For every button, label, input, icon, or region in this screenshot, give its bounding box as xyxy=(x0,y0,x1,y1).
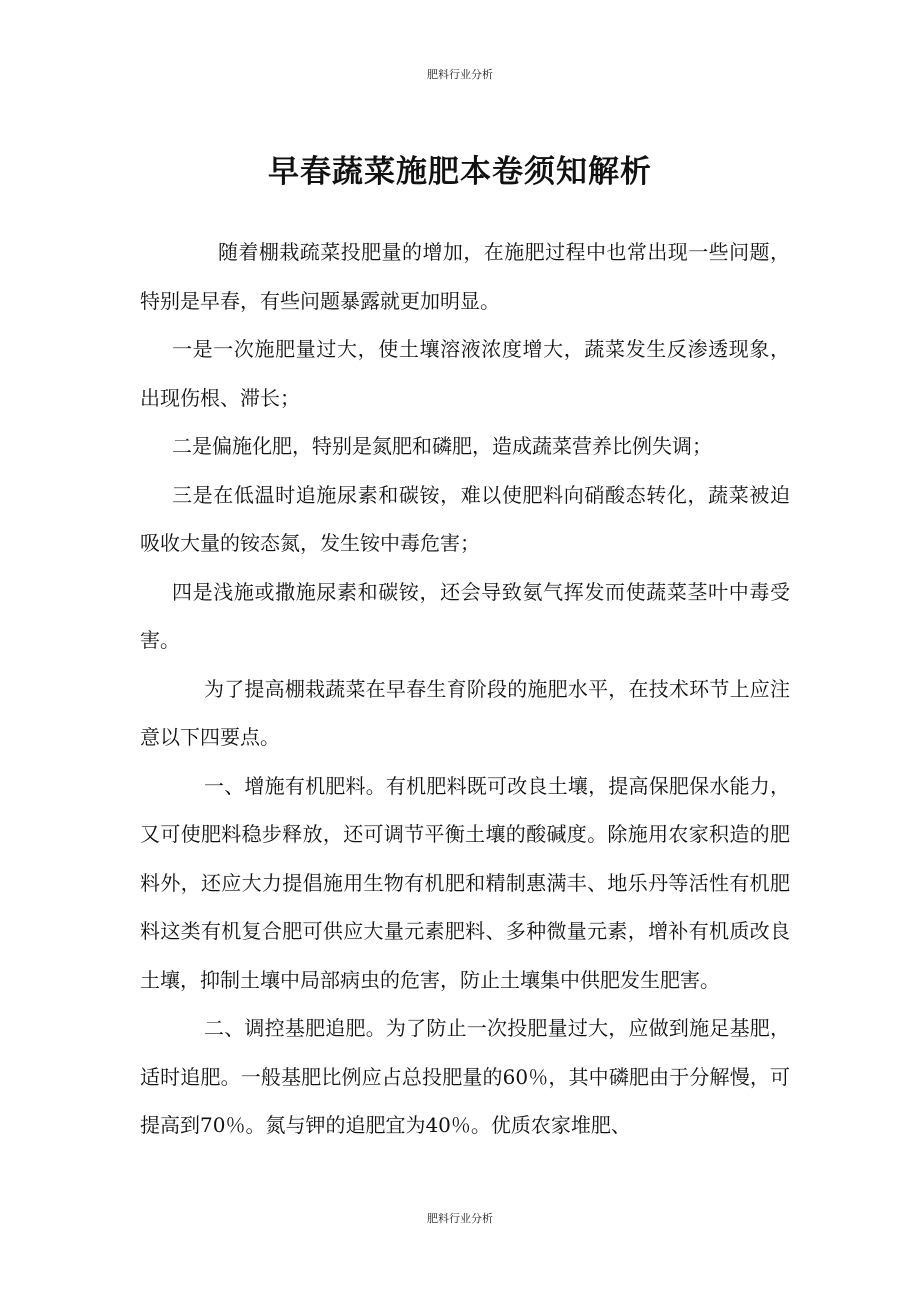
paragraph-problem-3: 三是在低温时追施尿素和碳铵，难以使肥料向硝酸态转化，蔬菜被迫吸收大量的铵态氮，发生铵中毒危害； xyxy=(140,482,790,555)
page-footer: 肥料行业分析 xyxy=(427,1212,493,1225)
paragraph-key-points-intro: 为了提高棚栽蔬菜在早春生育阶段的施肥水平，在技术环节上应注意以下四要点。 xyxy=(140,676,790,749)
paragraph-point-2: 二、调控基肥追肥。为了防止一次投肥量过大，应做到施足基肥，适时追肥。一般基肥比例应占总投肥量的60％，其中磷肥由于分解慢，可提高到70％。氮与钾的追肥宜为40％。优质农家堆肥、 xyxy=(140,1016,790,1137)
document-body xyxy=(140,228,790,1150)
document-title: 早春蔬菜施肥本卷须知解析 xyxy=(268,154,652,190)
paragraph-problem-4: 四是浅施或撒施尿素和碳铵，还会导致氨气挥发而使蔬菜茎叶中毒受害。 xyxy=(140,579,790,652)
paragraph-intro: 随着棚栽疏菜投肥量的增加，在施肥过程中也常出现一些问题，特别是早春，有些问题暴露就更加明显。 xyxy=(140,240,790,313)
paragraph-point-1: 一、增施有机肥料。有机肥料既可改良土壤，提高保肥保水能力，又可使肥料稳步释放，还可调节平衡土壤的酸碱度。除施用农家积造的肥料外，还应大力提倡施用生物有机肥和精制惠满丰、地乐丹等活性有机肥料这类有机复合肥可供应大量元素肥料、多种微量元素，增补有机质改良土壤，抑制土壤中局部病虫的危害，防止土壤集中供肥发生肥害。 xyxy=(140,773,790,992)
paragraph-problem-2: 二是偏施化肥，特别是氮肥和磷肥，造成蔬菜营养比例失调； xyxy=(172,434,712,458)
page-header: 肥料行业分析 xyxy=(427,68,493,81)
paragraph-problem-1: 一是一次施肥量过大，使土壤溶液浓度增大，蔬菜发生反渗透现象，出现伤根、滞长； xyxy=(140,337,790,410)
